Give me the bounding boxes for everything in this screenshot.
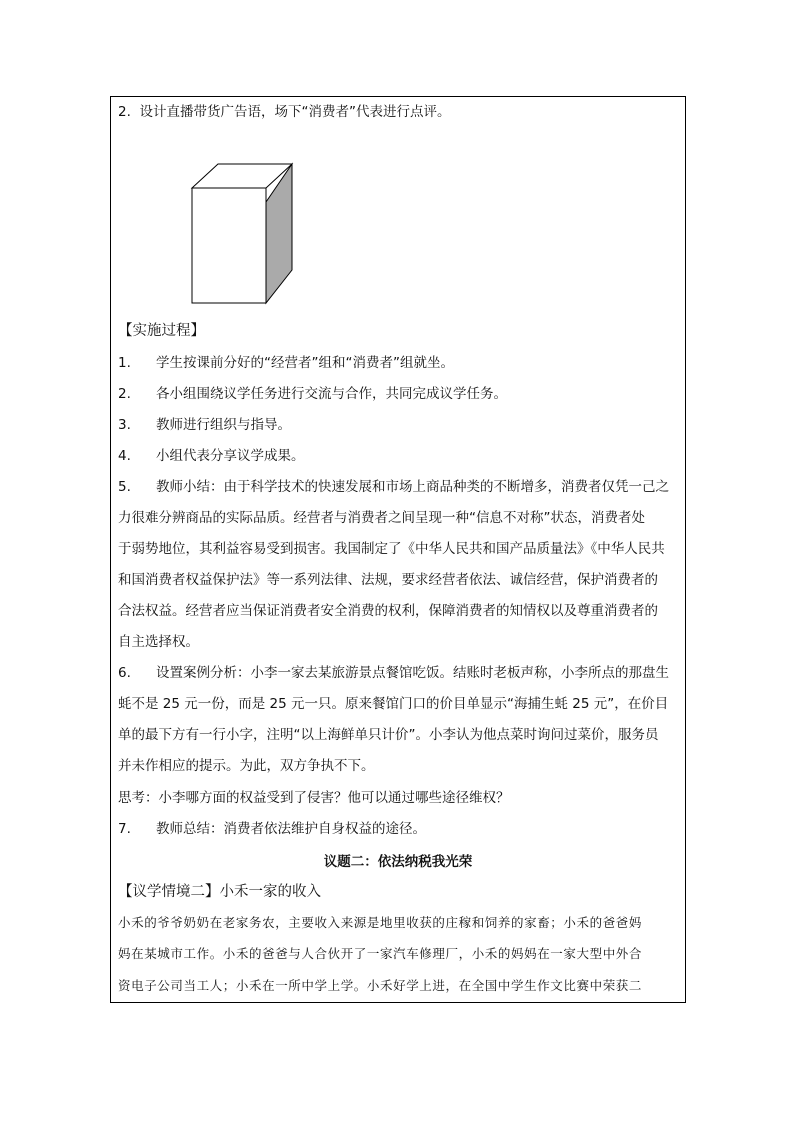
step-number: 5. bbox=[118, 479, 131, 495]
case-line-3: 单的最下方有一行小字，注明“以上海鲜单只计价”。小李认为他点菜时询问过菜价，服务员 bbox=[118, 727, 659, 743]
step-number: 7. bbox=[118, 821, 131, 837]
step-2 bbox=[118, 384, 507, 404]
step-1 bbox=[118, 353, 454, 373]
summary-line-4: 和国消费者权益保护法》等一系列法律、法规，要求经营者依法、诚信经营，保护消费者的 bbox=[118, 572, 658, 588]
summary-line-5: 合法权益。经营者应当保证消费者安全消费的权利，保障消费者的知情权以及尊重消费者的 bbox=[118, 603, 658, 619]
step-text: 学生按课前分好的“经营者”组和“消费者”组就坐。 bbox=[156, 355, 454, 371]
thinking-question: 思考：小李哪方面的权益受到了侵害？他可以通过哪些途径维权？ bbox=[118, 790, 510, 806]
situation-2-heading: 【议学情境二】小禾一家的收入 bbox=[118, 884, 321, 900]
situation-2-line-1: 小禾的爷爷奶奶在老家务农，主要收入来源是地里收获的庄稼和饲养的家畜；小禾的爸爸妈 bbox=[118, 915, 643, 930]
box-front-face bbox=[192, 188, 266, 303]
step-4 bbox=[118, 446, 305, 466]
step-number: 6. bbox=[118, 665, 131, 681]
summary-line-1 bbox=[118, 477, 669, 497]
step-number: 3. bbox=[118, 417, 131, 433]
summary-line-6: 自主选择权。 bbox=[118, 634, 199, 650]
case-line-4: 并未作相应的提示。为此，双方争执不下。 bbox=[118, 758, 375, 774]
step-number: 4. bbox=[118, 448, 131, 464]
situation-2-line-2: 妈在某城市工作。小禾的爸爸与人合伙开了一家汽车修理厂，小禾的妈妈在一家大型中外合 bbox=[118, 946, 643, 961]
teacher-summary-text: 教师总结：消费者依法维护自身权益的途径。 bbox=[156, 821, 426, 837]
situation-2-line-3: 资电子公司当工人；小禾在一所中学上学。小禾好学上进，在全国中学生作文比赛中荣获二 bbox=[118, 978, 643, 993]
case-line-2: 蚝不是 25 元一份，而是 25 元一只。原来餐馆门口的价目单显示“海捕生蚝 25 元”，在价目 bbox=[118, 696, 669, 712]
task-2-text: 2. 设计直播带货广告语，场下“消费者”代表进行点评。 bbox=[118, 104, 451, 120]
summary-text: 教师小结：由于科学技术的快速发展和市场上商品种类的不断增多，消费者仅凭一己之 bbox=[156, 479, 669, 495]
summary-line-3: 于弱势地位，其利益容易受到损害。我国制定了《中华人民共和国产品质量法》《中华人民共 bbox=[118, 541, 665, 557]
step-text: 各小组围绕议学任务进行交流与合作，共同完成议学任务。 bbox=[156, 386, 507, 402]
step-number: 1. bbox=[118, 355, 131, 371]
case-line-1 bbox=[118, 663, 669, 683]
rectangular-box-illustration bbox=[186, 156, 300, 308]
case-text: 设置案例分析：小李一家去某旅游景点餐馆吃饭。结账时老板声称，小李所点的那盘生 bbox=[156, 665, 669, 681]
summary-line-2: 力很难分辨商品的实际品质。经营者与消费者之间呈现一种“信息不对称”状态，消费者处 bbox=[118, 510, 645, 526]
box-top-face bbox=[192, 164, 292, 188]
step-text: 教师进行组织与指导。 bbox=[156, 417, 291, 433]
step-3 bbox=[118, 415, 291, 435]
topic-2-title: 议题二：依法纳税我光荣 bbox=[323, 854, 473, 870]
teacher-summary bbox=[118, 819, 426, 839]
step-text: 小组代表分享议学成果。 bbox=[156, 448, 305, 464]
process-heading: 【实施过程】 bbox=[118, 323, 205, 339]
step-number: 2. bbox=[118, 386, 131, 402]
